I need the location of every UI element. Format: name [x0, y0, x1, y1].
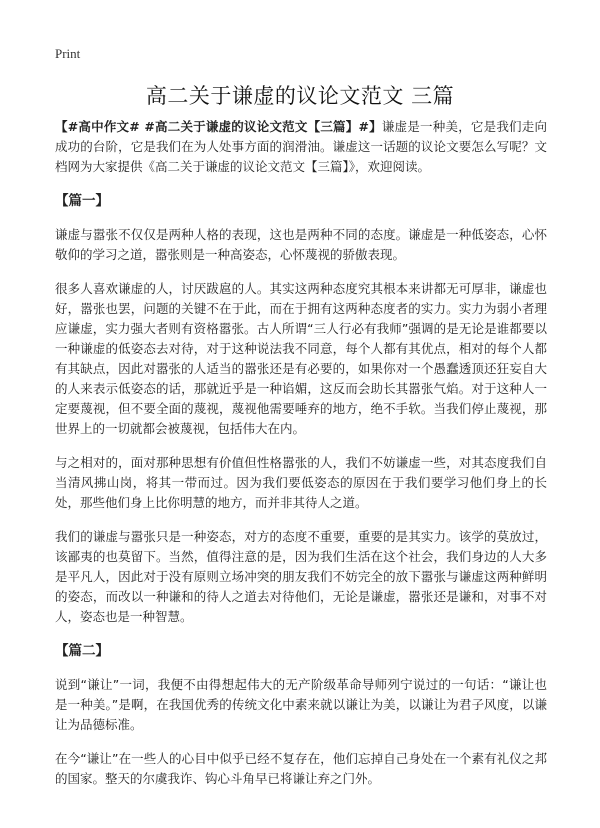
intro-tag: 【#高中作文# #高二关于谦虚的议论文范文【三篇】#】 — [55, 119, 382, 134]
paragraph: 在今“谦让”在一些人的心目中似乎已经不复存在，他们忘掉自己身处在一个素有礼仪之邦的国家。整天的尔虞我诈、钩心斗角早已将谦让弃之门外。 — [55, 751, 547, 786]
section-heading-2: 【篇二】 — [55, 643, 109, 659]
section-heading-1: 【篇一】 — [55, 193, 109, 209]
paragraph: 说到“谦让”一词，我便不由得想起伟大的无产阶级革命导师列宁说过的一句话：“谦让也是一种美。”是啊，在我国优秀的传统文化中素来就以谦让为美，以谦让为君子风度，以谦让为品德标准。 — [55, 677, 547, 732]
intro-paragraph — [55, 117, 547, 177]
paragraph: 与之相对的，面对那种思想有价值但性格嚣张的人，我们不妨谦虚一些，对其态度我们自当清风拂山岗，将其一带而过。因为我们要低姿态的原因在于我们要学习他们身上的长处，那些他们身上比你明慧的地方，而并非其待人之道。 — [55, 455, 547, 510]
paragraph: 谦虚与嚣张不仅仅是两种人格的表现，这也是两种不同的态度。谦虚是一种低姿态，心怀敬仰的学习之道，嚣张则是一种高姿态，心怀蔑视的骄傲表现。 — [55, 227, 547, 262]
paragraph: 很多人喜欢谦虚的人，讨厌跋扈的人。其实这两种态度究其根本来讲都无可厚非，谦虚也好，嚣张也罢，问题的关键不在于此，而在于拥有这两种态度者的实力。实力为弱小者理应谦虚，实力强大者则有资格嚣张。古人所谓“三人行必有我师”强调的是无论是谁都要以一种谦虚的低姿态去对待，对于这种说法我不同意，每个人都有其优点，相对的每个人都有其缺点，因此对嚣张的人适当的嚣张还是有必要的，如果你对一个愚蠢透顶还狂妄自大的人来表示低姿态的话，那就近乎是一种谄媚，这反而会助长其嚣张气焰。对于这种人一定要蔑视，但不要全面的蔑视，蔑视他需要唾弃的地方，绝不手软。当我们停止蔑视，那世界上的一切就都会被蔑视，包括伟大在内。 — [55, 281, 547, 436]
article-body — [55, 117, 547, 803]
print-link[interactable]: Print — [55, 46, 81, 61]
intro-text: 谦虚是一种美，它是我们走向成功的台阶，它是我们在为人处事方面的润滑油。谦虚这一话题的议论文要怎么写呢？文档网为大家提供《高二关于谦虚的议论文范文【三篇】》，欢迎阅读。 — [55, 119, 547, 174]
paragraph: 我们的谦虚与嚣张只是一种姿态，对方的态度不重要，重要的是其实力。该学的莫放过，该鄙夷的也莫留下。当然，值得注意的是，因为我们生活在这个社会，我们身边的人大多是平凡人，因此对于没有原则立场冲突的朋友我们不妨完全的放下嚣张与谦虚这两种鲜明的姿态，而改以一种谦和的待人之道去对待他们，无论是谦虚，嚣张还是谦和，对事不对人，姿态也是一种智慧。 — [55, 529, 547, 624]
page-title: 高二关于谦虚的议论文范文 三篇 — [145, 84, 455, 108]
